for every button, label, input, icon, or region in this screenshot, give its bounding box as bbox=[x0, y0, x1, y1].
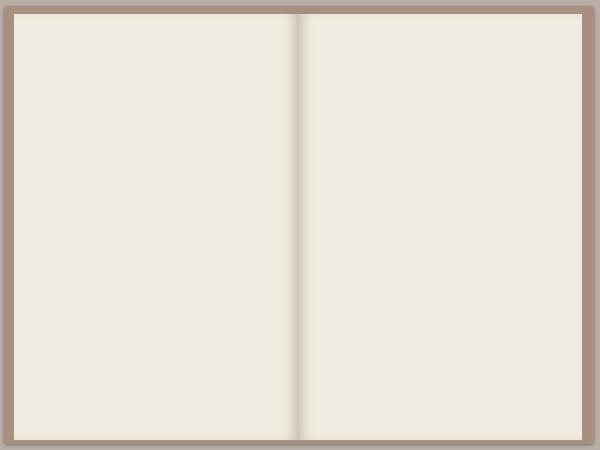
right-page bbox=[298, 14, 582, 440]
left-page bbox=[14, 14, 298, 440]
